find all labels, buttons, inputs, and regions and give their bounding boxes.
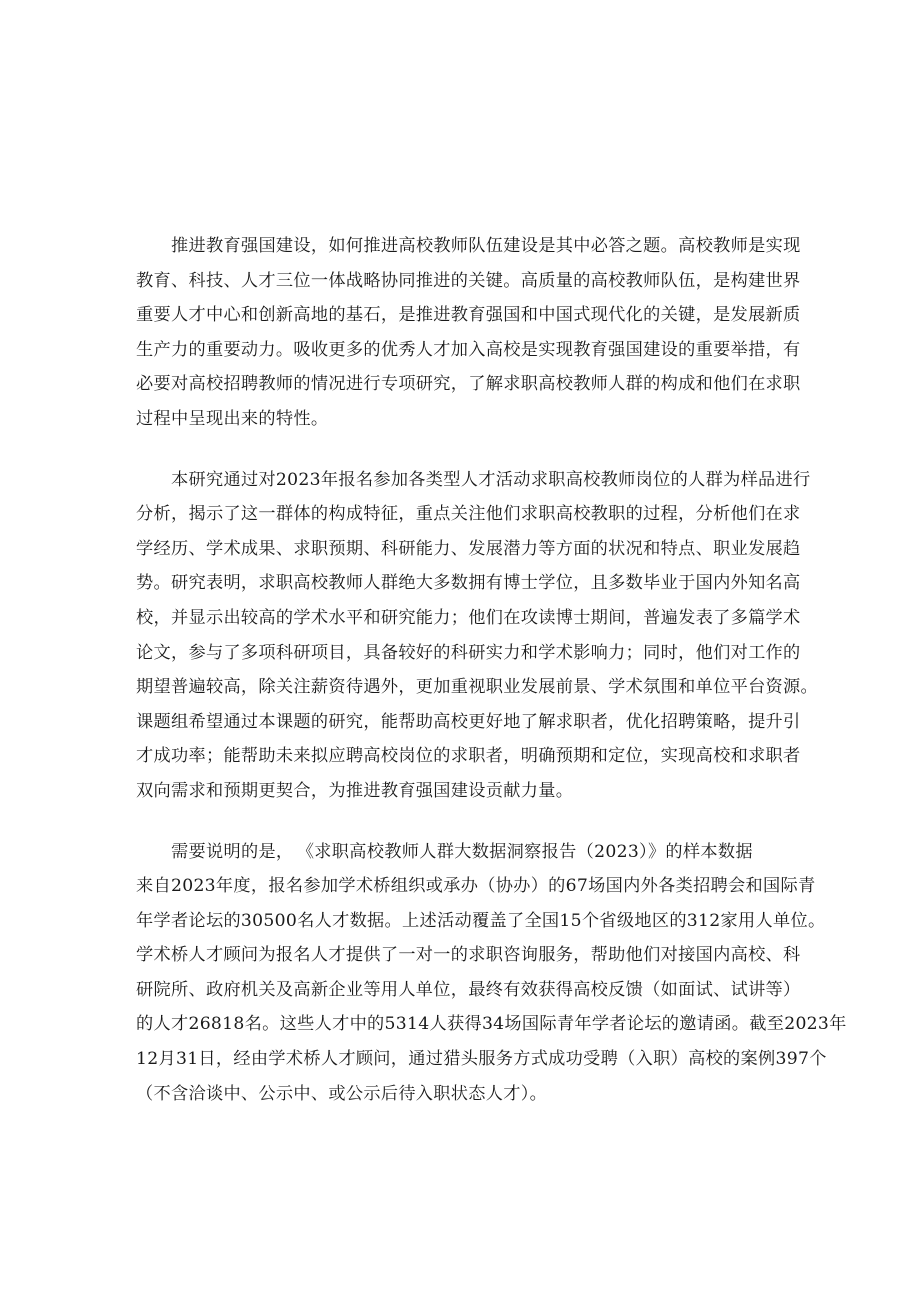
text-line: 期望普遍较高，除关注薪资待遇外，更加重视职业发展前景、学术氛围和单位平台资源。 (136, 677, 819, 698)
report-title-reference: 《求职高校教师人群大数据洞察报告（2023）》的样本数据 (305, 841, 753, 862)
text-line (136, 835, 796, 870)
text-line: 过程中呈现出来的特性。 (136, 408, 329, 429)
text-line: 研院所、政府机关及高新企业等用人单位，最终有效获得高校反馈（如面试、试讲等） (136, 979, 801, 1000)
text-line: 必要对高校招聘教师的情况进行专项研究，了解求职高校教师人群的构成和他们在求职 (136, 374, 801, 395)
text-line: 生产力的重要动力。吸收更多的优秀人才加入高校是实现教育强国建设的重要举措，有 (136, 339, 801, 360)
text-line: 推进教育强国建设，如何推进高校教师队伍建设是其中必答之题。高校教师是实现 (171, 236, 801, 256)
text-line: 论文，参与了多项科研项目，具备较好的科研实力和学术影响力；同时，他们对工作的 (136, 642, 801, 663)
text-line: 学经历、学术成果、求职预期、科研能力、发展潜力等方面的状况和特点、职业发展趋 (136, 538, 801, 559)
text-line: 12月31日，经由学术桥人才顾问，通过猎头服务方式成功受聘（入职）高校的案例397个 (136, 1049, 827, 1070)
text-line: 才成功率；能帮助未来拟应聘高校岗位的求职者，明确预期和定位，实现高校和求职者 (136, 746, 801, 767)
paragraph-intro (136, 229, 801, 437)
text-line: 的人才26818名。这些人才中的5314人获得34场国际青年学者论坛的邀请函。截至2023年 (136, 1014, 847, 1035)
text-line: 双向需求和预期更契合，为推进教育强国建设贡献力量。 (136, 780, 574, 801)
text-line: 年学者论坛的30500名人才数据。上述活动覆盖了全国15个省级地区的312家用人单位。 (136, 910, 826, 931)
text-line: 势。研究表明，求职高校教师人群绝大多数拥有博士学位，且多数毕业于国内外知名高 (136, 573, 801, 594)
text-line: 本研究通过对2023年报名参加各类型人才活动求职高校教师岗位的人群为样品进行 (171, 469, 811, 490)
text-line: 学术桥人才顾问为报名人才提供了一对一的求职咨询服务，帮助他们对接国内高校、科 (136, 945, 801, 966)
text-line: 来自2023年度，报名参加学术桥组织或承办（协办）的67场国内外各类招聘会和国际青 (136, 876, 816, 897)
text-line: （不含洽谈中、公示中、或公示后待入职状态人才）。 (136, 1083, 548, 1104)
paragraph-data-source (136, 835, 847, 1112)
text-line: 课题组希望通过本课题的研究，能帮助高校更好地了解求职者，优化招聘策略，提升引 (136, 711, 801, 732)
paragraph-research-summary (136, 463, 819, 809)
text-line: 重要人才中心和创新高地的基石，是推进教育强国和中国式现代化的关键，是发展新质 (136, 305, 801, 326)
data-source-prefix: 需要说明的是， (171, 841, 294, 862)
document-body (136, 229, 847, 1137)
text-line: 分析，揭示了这一群体的构成特征，重点关注他们求职高校教职的过程，分析他们在求 (136, 504, 801, 525)
text-line: 教育、科技、人才三位一体战略协同推进的关键。高质量的高校教师队伍，是构建世界 (136, 270, 801, 291)
text-line: 校，并显示出较高的学术水平和研究能力；他们在攻读博士期间，普遍发表了多篇学术 (136, 607, 801, 628)
